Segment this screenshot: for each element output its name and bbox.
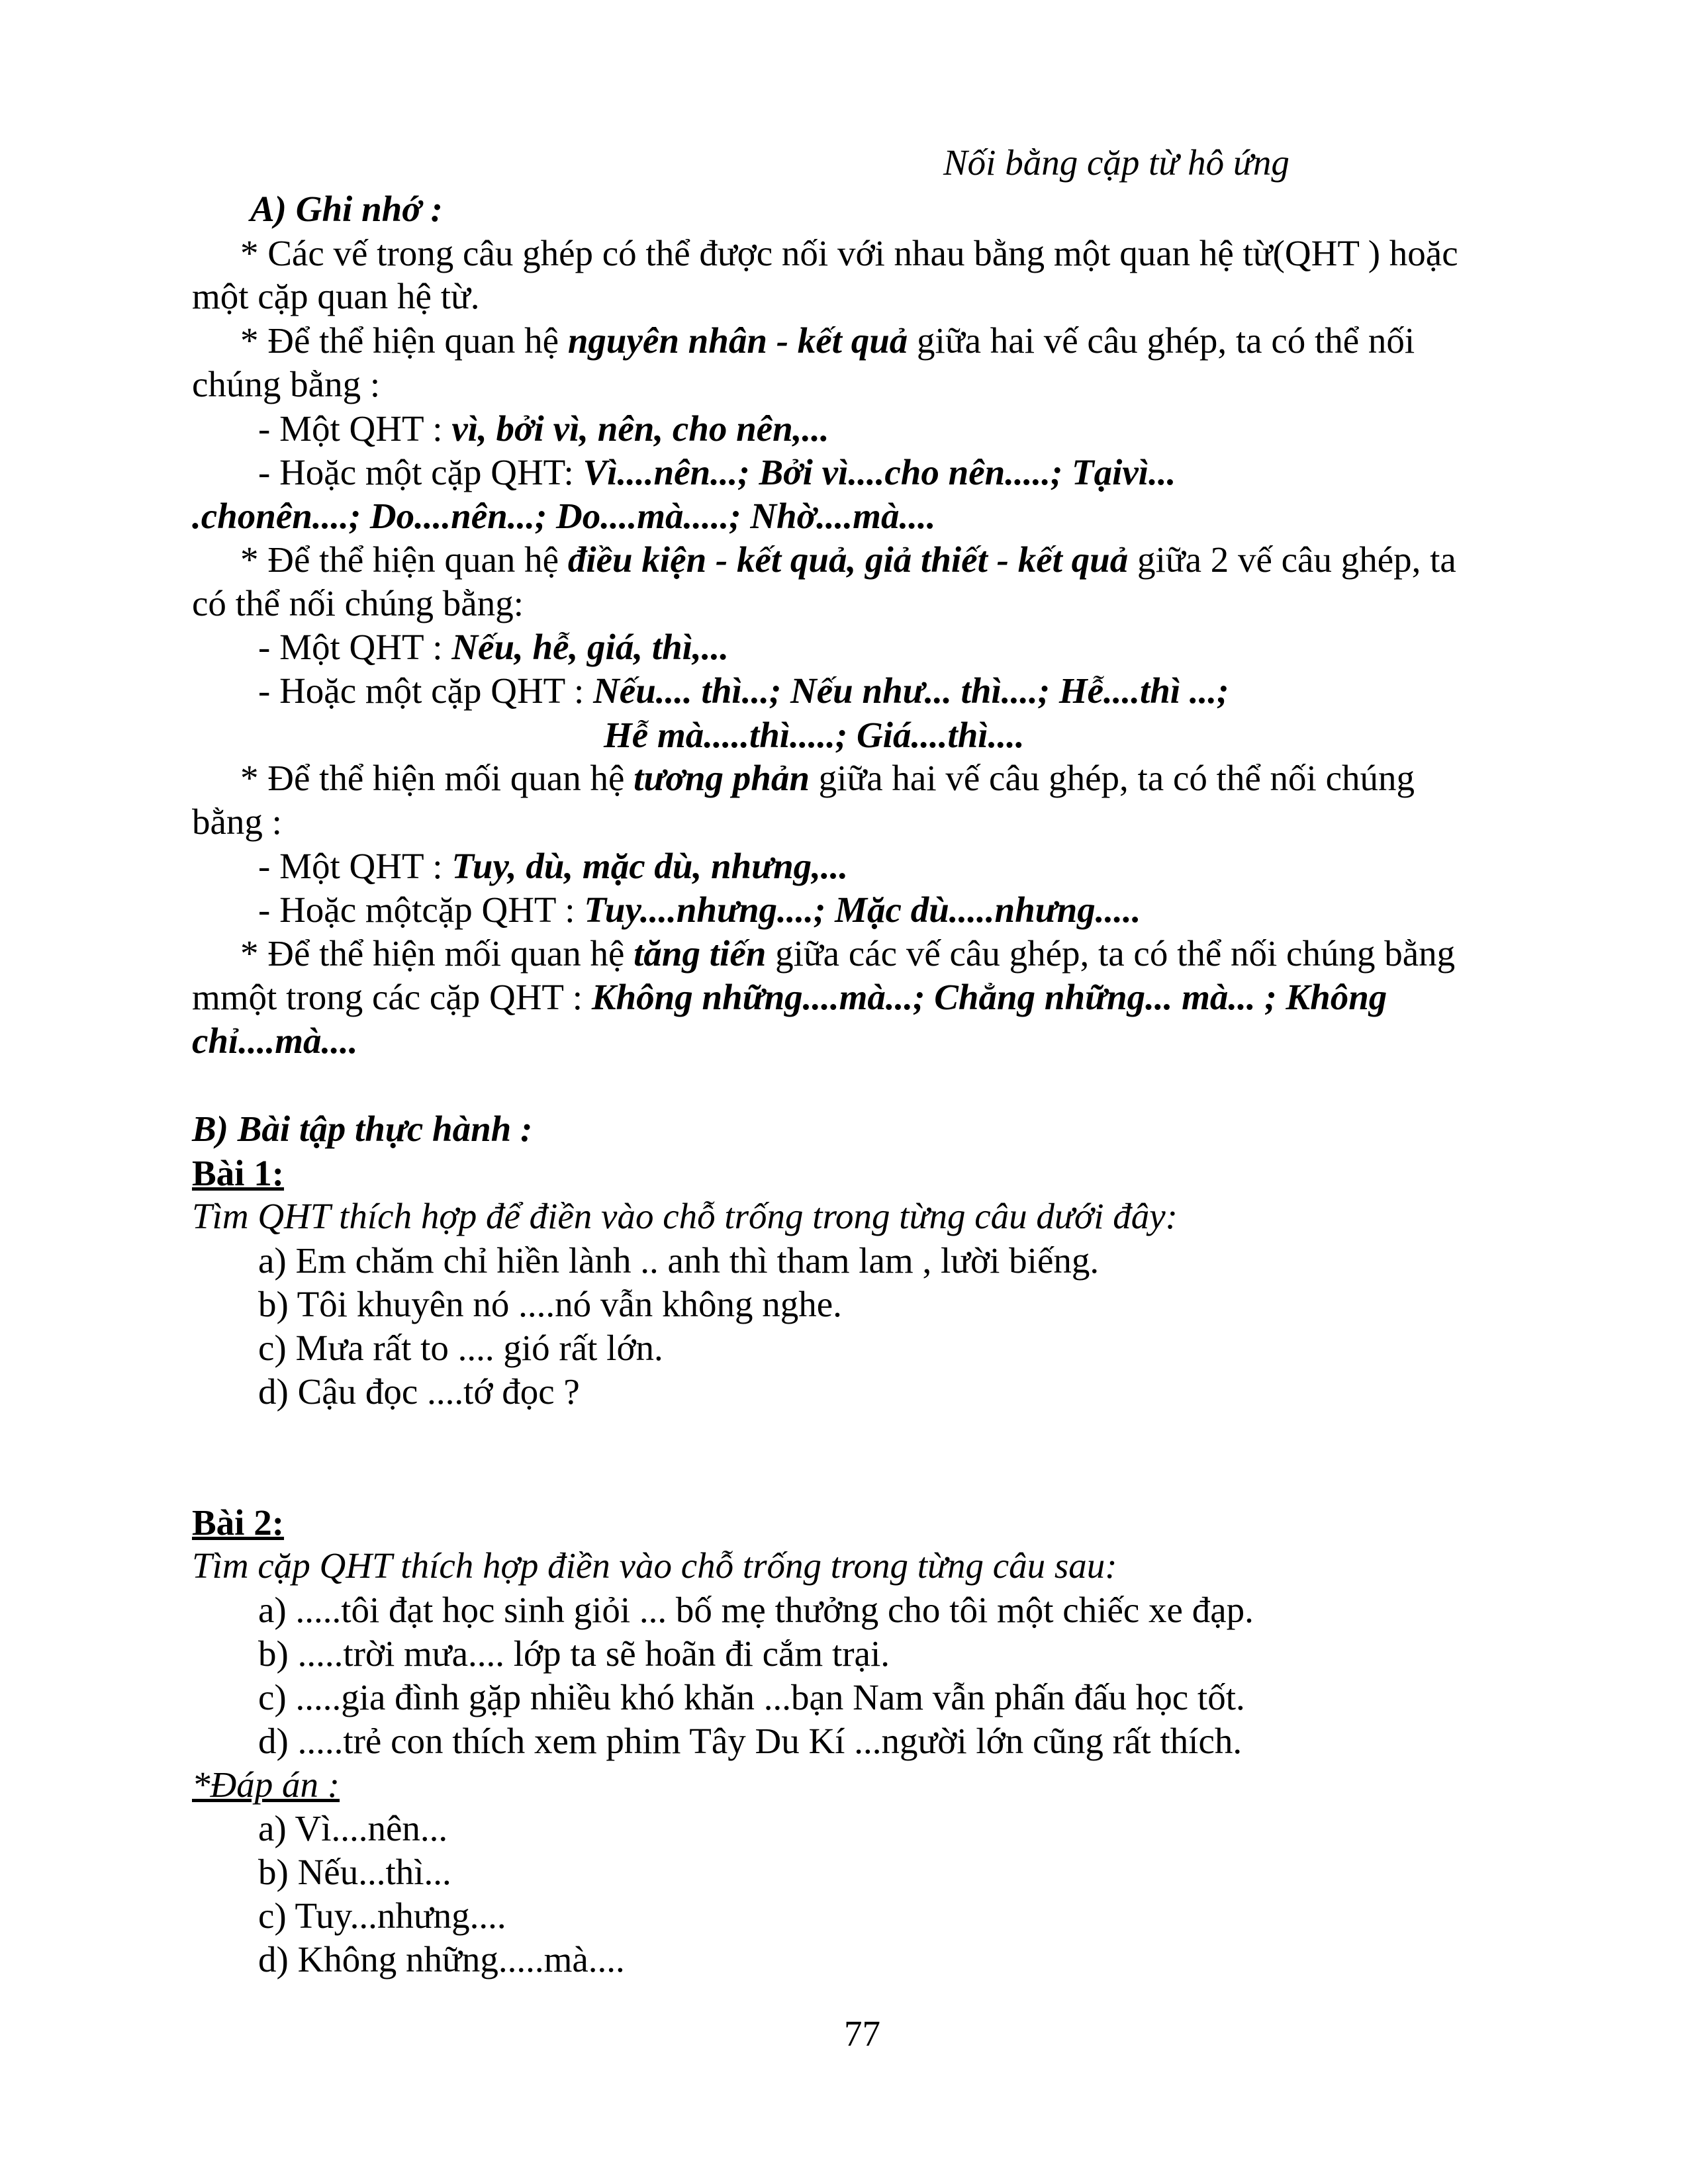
- answer-c: c) Tuy...nhưng....: [258, 1895, 506, 1936]
- p3-rest: giữa 2 vế câu ghép, ta: [1128, 539, 1456, 580]
- p5-line-3: chỉ....mà....: [192, 1021, 358, 1061]
- bai2-item-a: a) .....tôi đạt học sinh giỏi ... bố mẹ thưởng cho tôi một chiếc xe đạp.: [258, 1590, 1254, 1630]
- p5-relation: tăng tiến: [633, 933, 767, 974]
- p5-pairs: Không những....mà...; Chẳng những... mà... ; Không: [591, 977, 1387, 1017]
- p2-pair-qht: [258, 454, 1176, 490]
- p5-rest: giữa các vế câu ghép, ta có thể nối chúng bằng: [766, 933, 1456, 974]
- p4-line-1: [240, 760, 1415, 796]
- p4-pair-label: - Hoặc mộtcặp QHT :: [258, 889, 585, 930]
- p2-pair-words-1: Vì....nên...; Bởi vì....cho nên.....; Tạivì...: [583, 452, 1176, 492]
- p4-rest: giữa hai vế câu ghép, ta có thể nối chúng: [809, 758, 1415, 798]
- p2-one-words: vì, bởi vì, nên, cho nên,...: [451, 408, 829, 449]
- p1-line-1: * Các vế trong câu ghép có thể được nối với nhau bằng một quan hệ từ(QHT ) hoặc: [240, 233, 1458, 273]
- bai2-item-d: d) .....trẻ con thích xem phim Tây Du Kí ...người lớn cũng rất thích.: [258, 1721, 1243, 1761]
- bai1-prompt: Tìm QHT thích hợp để điền vào chỗ trống trong từng câu dưới đây:: [192, 1196, 1178, 1236]
- p3-pair-qht: [258, 672, 1229, 709]
- p2-relation: nguyên nhân - kết quả: [567, 320, 908, 361]
- p2-intro: * Để thể hiện quan hệ: [240, 320, 568, 361]
- section-b-heading: B) Bài tập thực hành :: [192, 1109, 533, 1149]
- p3-one-qht: [258, 629, 729, 665]
- bai2-title: Bài 2:: [192, 1502, 285, 1543]
- answer-label: *Đáp án :: [192, 1764, 340, 1805]
- bai1-item-c: c) Mưa rất to .... gió rất lớn.: [258, 1328, 663, 1368]
- bai1-item-b: b) Tôi khuyên nó ....nó vẫn không nghe.: [258, 1284, 842, 1324]
- answer-a: a) Vì....nên...: [258, 1808, 448, 1848]
- bai1-item-d: d) Cậu đọc ....tớ đọc ?: [258, 1371, 580, 1412]
- p1-line-2: một cặp quan hệ từ.: [192, 276, 480, 316]
- p3-pair-label: - Hoặc một cặp QHT :: [258, 670, 594, 711]
- p4-line-2: bằng :: [192, 801, 282, 842]
- p4-pair-qht: [258, 891, 1141, 928]
- p5-line-1: [240, 935, 1455, 972]
- p2-pair-label: - Hoặc một cặp QHT:: [258, 452, 583, 492]
- answer-b: b) Nếu...thì...: [258, 1852, 451, 1892]
- p3-pair-words-2: Hễ mà.....thì.....; Giá....thì....: [604, 715, 1025, 755]
- p5-line-2: [192, 979, 1387, 1015]
- bai2-item-c: c) .....gia đình gặp nhiều khó khăn ...bạn Nam vẫn phấn đấu học tốt.: [258, 1677, 1245, 1717]
- section-a-heading: A) Ghi nhớ :: [250, 189, 443, 229]
- p3-relation: điều kiện - kết quả, giả thiết - kết quả: [567, 539, 1129, 580]
- p4-one-qht: [258, 848, 848, 884]
- p2-line-2: chúng bằng :: [192, 364, 381, 404]
- bai1-title: Bài 1:: [192, 1153, 285, 1193]
- p5-line-2-intro: mmột trong các cặp QHT :: [192, 977, 592, 1017]
- p4-intro: * Để thể hiện mối quan hệ: [240, 758, 634, 798]
- bai2-item-b: b) .....trời mưa.... lớp ta sẽ hoãn đi cắm trại.: [258, 1633, 890, 1674]
- p3-line-2: có thể nối chúng bằng:: [192, 583, 524, 623]
- p2-line-1: [240, 322, 1415, 359]
- p4-one-words: Tuy, dù, mặc dù, nhưng,...: [451, 846, 849, 886]
- page-header-title: Nối bằng cặp từ hô ứng: [943, 142, 1289, 183]
- page-number: 77: [844, 2013, 880, 2054]
- p4-relation: tương phản: [633, 758, 810, 798]
- bai1-item-a: a) Em chăm chỉ hiền lành .. anh thì tham lam , lười biếng.: [258, 1240, 1100, 1281]
- p2-rest: giữa hai vế câu ghép, ta có thể nối: [908, 320, 1415, 361]
- p4-one-label: - Một QHT :: [258, 846, 452, 886]
- p3-line-1: [240, 541, 1456, 578]
- answer-d: d) Không những.....mà....: [258, 1939, 625, 1979]
- p4-pair-words: Tuy....nhưng....; Mặc dù.....nhưng.....: [584, 889, 1141, 930]
- p3-one-words: Nếu, hễ, giá, thì,...: [451, 627, 729, 667]
- p3-one-label: - Một QHT :: [258, 627, 452, 667]
- p3-intro: * Để thể hiện quan hệ: [240, 539, 568, 580]
- p5-intro: * Để thể hiện mối quan hệ: [240, 933, 634, 974]
- bai2-prompt: Tìm cặp QHT thích hợp điền vào chỗ trống trong từng câu sau:: [192, 1545, 1117, 1586]
- p2-one-qht: [258, 410, 829, 447]
- p2-one-label: - Một QHT :: [258, 408, 452, 449]
- p3-pair-words-1: Nếu.... thì...; Nếu như... thì....; Hễ....thì ...;: [593, 670, 1229, 711]
- p2-pair-words-2: .chonên....; Do....nên...; Do....mà.....; Nhờ....mà....: [192, 496, 936, 536]
